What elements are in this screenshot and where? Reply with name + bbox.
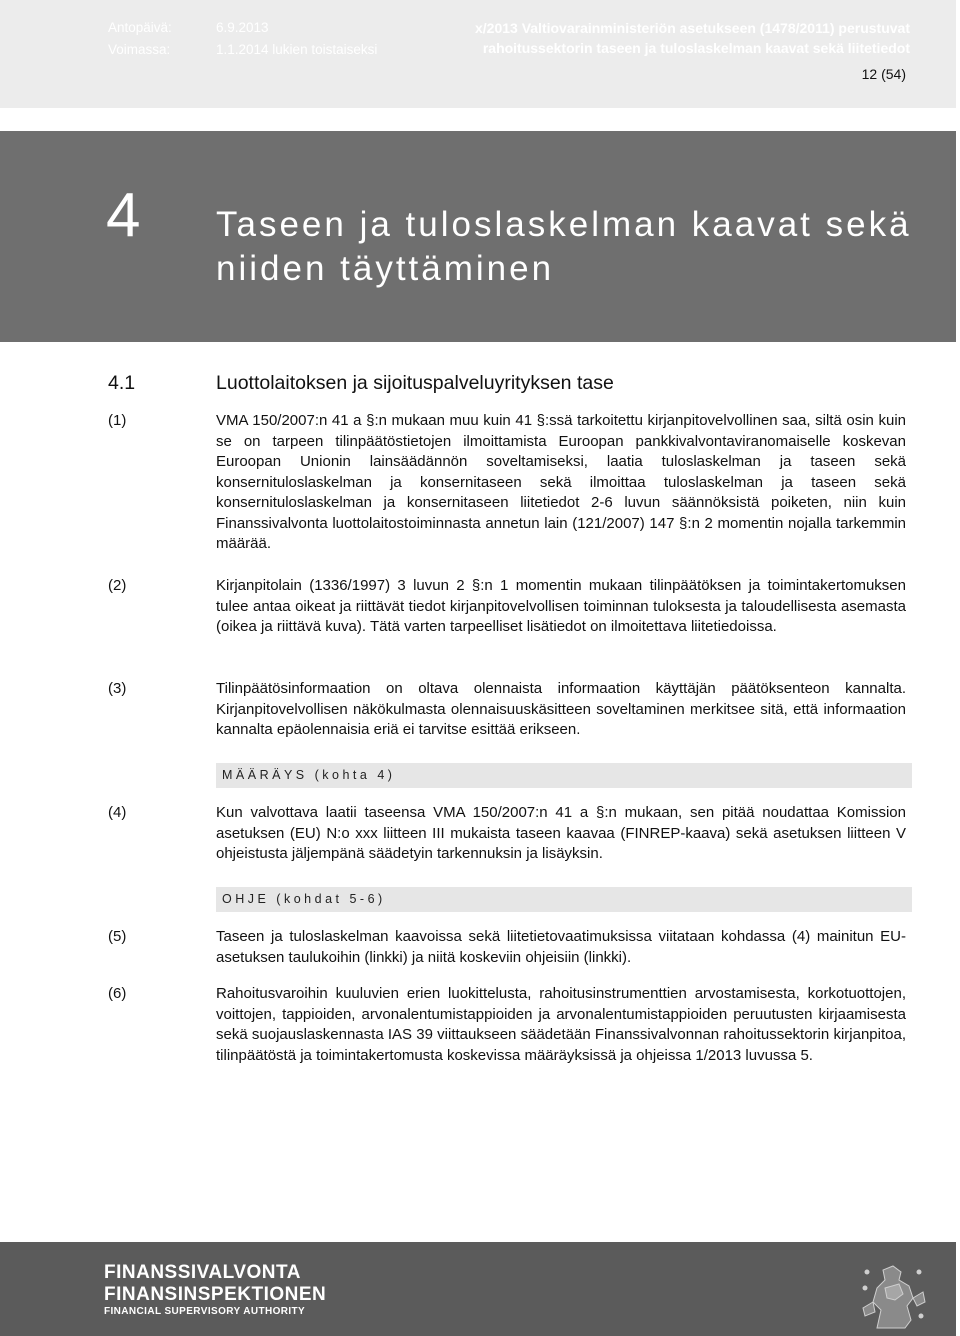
section-title: Luottolaitoksen ja sijoituspalveluyrityksen tase — [216, 372, 614, 394]
document-title-line1: x/2013 Valtiovarainministeriön asetukseen (1478/2011) perustuvat — [475, 20, 910, 36]
logo-line-swedish: FINANSINSPEKTIONEN — [104, 1284, 327, 1305]
paragraph-number: (2) — [108, 577, 127, 594]
regulation-label-bar — [216, 763, 912, 788]
paragraph-text: VMA 150/2007:n 41 a §:n mukaan muu kuin 41 §:ssä tarkoitettu kirjanpitovelvollinen saa, siltä osin kuin se on tarpeen tilinpäätöstietojen ilmoittamista Euroopan pankkivalvontaviranomaiselle koskevan Euroopan Unionin lainsäädännön soveltamiseksi, laatia tuloslaskelman ja taseen sekä konsernituloslaskelman ja konsernitaseen sekä ilmoittaa tuloslaskelman ja taseen sekä konsernituloslaskelman ja konsernitaseen liitetiedot 2-6 luvun säännöksistä poiketen, niin kuin Finanssivalvonta luottolaitostoiminnasta annetun lain (121/2007) 147 §:n 2 momentin nojalla tarkemmin määrää. — [216, 412, 906, 552]
paragraph-number: (5) — [108, 928, 127, 945]
chapter-title-line2: niiden täyttäminen — [216, 249, 555, 288]
guidance-label: OHJE (kohdat 5-6) — [222, 892, 386, 906]
paragraph-number: (3) — [108, 680, 127, 697]
lion-emblem-icon — [855, 1258, 931, 1334]
document-header — [0, 0, 956, 108]
logo-line-finnish: FINANSSIVALVONTA — [104, 1262, 301, 1283]
logo-line-english: FINANCIAL SUPERVISORY AUTHORITY — [104, 1306, 306, 1317]
paragraph-number: (4) — [108, 804, 127, 821]
chapter-title — [216, 203, 912, 291]
paragraph-text: Kun valvottava laatii taseensa VMA 150/2007:n 41 a §:n mukaan, sen pitää noudattaa Komission asetuksen (EU) N:o xxx liitteen III mukaista taseen kaavaa (FINREP-kaava) sekä asetuksen liitteen V ohjeistusta jäljempänä säädetyin tarkennuksin ja lisäyksin. — [216, 804, 906, 862]
received-date: 6.9.2013 — [216, 20, 269, 35]
paragraph-text: Tilinpäätösinformaation on oltava olennaista informaation käyttäjän päätöksenteon kannalta. Kirjanpitovelvollisen näkökulmasta olennaisuuskäsitteen soveltaminen merkitsee sitä, että informaation kannalta epäolennaisia eriä ei tarvitse esittää erikseen. — [216, 680, 906, 738]
guidance-label-bar — [216, 887, 912, 912]
paragraph-number: (6) — [108, 985, 127, 1002]
document-title-line2: rahoitussektorin taseen ja tuloslaskelman kaavat sekä liitetiedot — [482, 40, 910, 56]
chapter-number: 4 — [106, 181, 141, 250]
valid-label: Voimassa: — [108, 42, 171, 57]
section-number: 4.1 — [108, 372, 136, 394]
page-number: 12 (54) — [861, 66, 906, 82]
paragraph-text: Kirjanpitolain (1336/1997) 3 luvun 2 §:n 1 momentin mukaan tilinpäätöksen ja toimintakertomuksen tulee antaa oikeat ja riittävät tiedot kirjanpitovelvollisen toiminnan tuloksesta ja taloudellisesta asemasta (oikea ja riittävä kuva). Tätä varten tarpeelliset lisätiedot on ilmoitettava liitetiedoissa. — [216, 577, 906, 635]
paragraph-text: Rahoitusvaroihin kuuluvien erien luokittelusta, rahoitusinstrumenttien arvostamisesta, korkotuottojen, voittojen, tappioiden, arvonalentumistappioiden ja arvonalentumistappioiden peruutusten kirjaamisesta sekä suojauslaskennasta IAS 39 viittaukseen säädetään Finanssivalvonnan rahoitussektorin kirjanpitoa, tilinpäätöstä ja toimintakertomusta koskevissa määräyksissä ja ohjeissa 1/2013 luvussa 5. — [216, 985, 906, 1064]
received-label: Antopäivä: — [108, 20, 172, 35]
chapter-title-line1: Taseen ja tuloslaskelman kaavat sekä — [216, 205, 912, 244]
regulation-label: MÄÄRÄYS (kohta 4) — [222, 768, 396, 782]
paragraph-text: Taseen ja tuloslaskelman kaavoissa sekä liitetietovaatimuksissa viitataan kohdassa (4) mainitun EU-asetuksen taulukoihin (linkki) ja niitä koskeviin ohjeisiin (linkki). — [216, 928, 906, 966]
paragraph-number: (1) — [108, 412, 127, 429]
valid-date: 1.1.2014 lukien toistaiseksi — [216, 42, 378, 57]
document-title — [475, 18, 910, 58]
